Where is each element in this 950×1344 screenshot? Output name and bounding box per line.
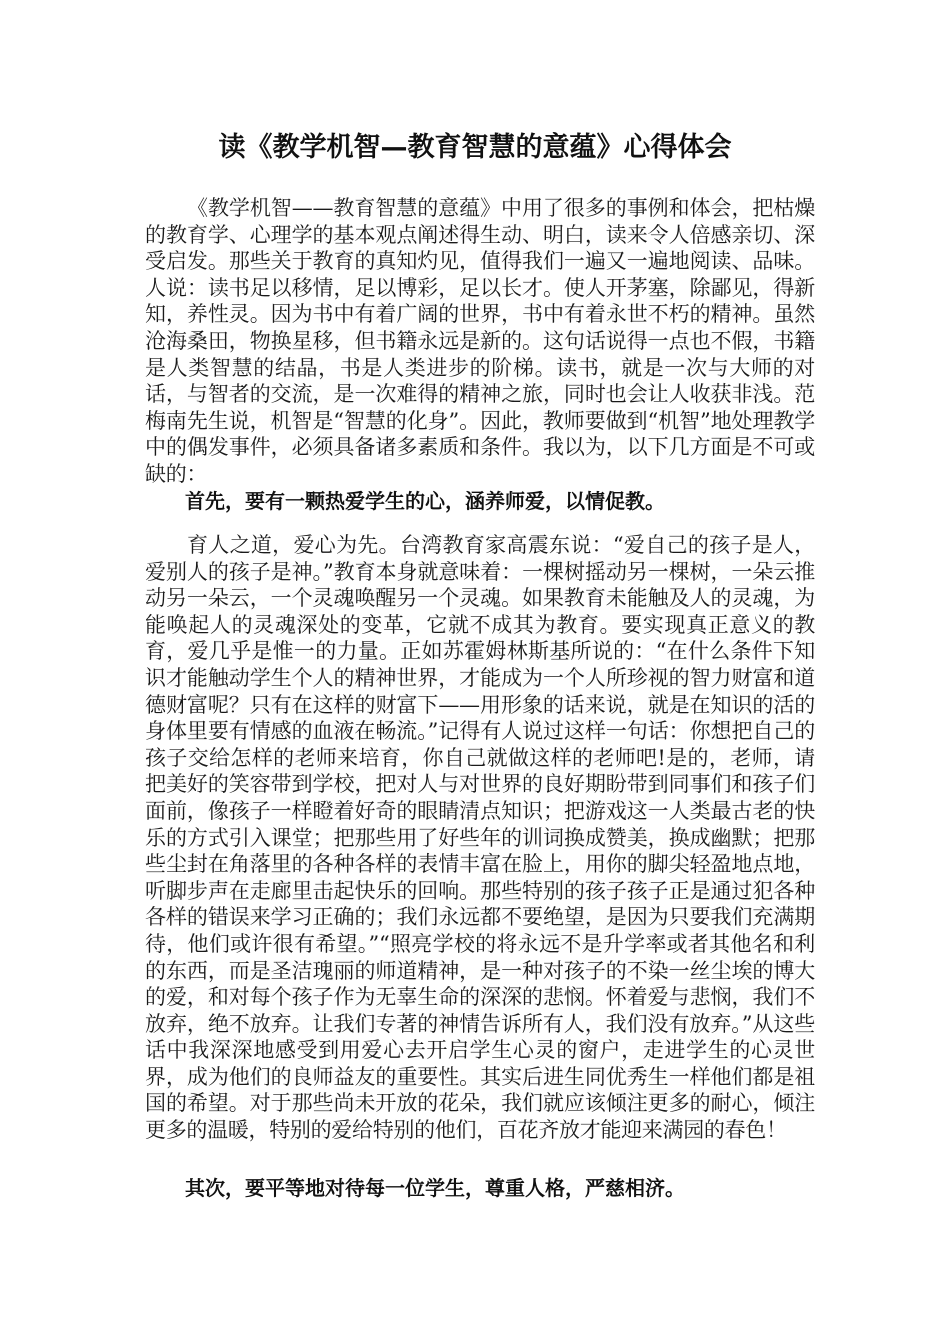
document-title: 读《教学机智—教育智慧的意蕴》心得体会	[218, 132, 732, 163]
paragraph-love: 育人之道，爱心为先。台湾教育家高震东说：“爱自己的孩子是人，爱别人的孩子是神。”教育本身就意味着：一棵树摇动另一棵树，一朵云推动另一朵云，一个灵魂唤醒另一个灵魂。如果教育未能触及人的灵魂，为能唤起人的灵魂深处的变革，它就不成其为教育。要实现真正意义的教育，爱几乎是惟一的力量。正如苏霍姆林斯基所说的：“在什么条件下知识才能触动学生个人的精神世界，才能成为一个人所珍视的智力财富和道德财富呢？只有在这样的财富下——用形象的话来说，就是在知识的活的身体里要有情感的血液在畅流。”记得有人说过这样一句话：你想把自己的孩子交给怎样的老师来培育，你自己就做这样的老师吧!是的，老师，请把美好的笑容带到学校，把对人与对世界的良好期盼带到同事们和孩子们面前，像孩子一样瞪着好奇的眼睛清点知识；把游戏这一人类最古老的快乐的方式引入课堂；把那些用了好些年的训词换成赞美，换成幽默；把那些尘封在角落里的各种各样的表情丰富在脸上，用你的脚尖轻盈地点地，听脚步声在走廊里击起快乐的回响。那些特别的孩子孩子正是通过犯各种各样的错误来学习正确的；我们永远都不要绝望，是因为只要我们充满期待，他们或许很有希望。”“照亮学校的将永远不是升学率或者其他名和利的东西，而是圣洁瑰丽的师道精神，是一种对孩子的不染一丝尘埃的博大的爱，和对每个孩子作为无辜生命的深深的悲悯。怀着爱与悲悯，我们不放弃，绝不放弃。让我们专著的神情告诉所有人，我们没有放弃。”从这些话中我深深地感受到用爱心去开启学生心灵的窗户，走进学生的心灵世界，成为他们的良师益友的重要性。其实后进生同优秀生一样他们都是祖国的希望。对于那些尚未开放的花朵，我们就应该倾注更多的耐心，倾注更多的温暖，特别的爱给特别的他们，百花齐放才能迎来满园的春色！	[145, 533, 815, 1143]
section-heading-first: 首先，要有一颗热爱学生的心，涵养师爱，以情促教。	[185, 489, 665, 513]
paragraph-intro: 《教学机智——教育智慧的意蕴》中用了很多的事例和体会，把枯燥的教育学、心理学的基本观点阐述得生动、明白，读来令人倍感亲切、深受启发。那些关于教育的真知灼见，值得我们一遍又一遍地阅读、品味。人说：读书足以移情，足以博彩，足以长才。使人开茅塞，除鄙见，得新知，养性灵。因为书中有着广阔的世界，书中有着永世不朽的精神。虽然沧海桑田，物换星移，但书籍永远是新的。这句话说得一点也不假，书籍是人类智慧的结晶，书是人类进步的阶梯。读书，就是一次与大师的对话，与智者的交流，是一次难得的精神之旅，同时也会让人收获非浅。范梅南先生说，机智是“智慧的化身”。因此，教师要做到“机智”地处理教学中的偶发事件，必须具备诸多素质和条件。我以为，以下几方面是不可或缺的：	[145, 196, 815, 486]
section-heading-second: 其次，要平等地对待每一位学生，尊重人格，严慈相济。	[185, 1176, 685, 1200]
